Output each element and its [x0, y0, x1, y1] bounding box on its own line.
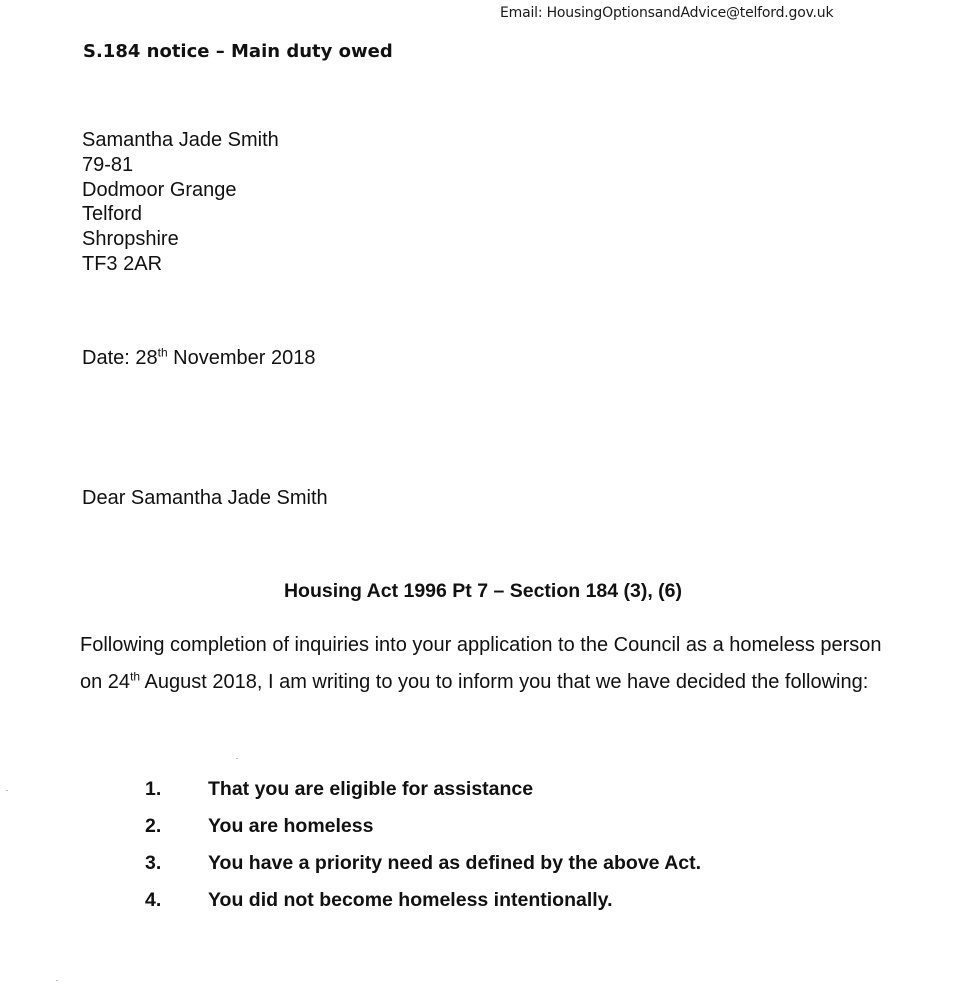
address-town: Telford: [82, 203, 143, 226]
decision-number: 2.: [145, 815, 162, 837]
address-county: Shropshire: [82, 228, 179, 251]
scan-speck: [6, 790, 8, 791]
address-name: Samantha Jade Smith: [82, 129, 279, 151]
decision-number: 4.: [145, 889, 162, 911]
recipient-address: [82, 128, 279, 277]
salutation: Dear Samantha Jade Smith: [82, 487, 328, 509]
address-postcode: TF3 2AR: [82, 252, 163, 275]
notice-title: S.184 notice – Main duty owed: [83, 41, 393, 62]
decision-item: [145, 889, 701, 926]
decision-text: You are homeless: [208, 815, 374, 837]
decision-text: You have a priority need as defined by the above Act.: [208, 852, 702, 874]
date-ordinal-suffix: th: [157, 345, 168, 360]
body-text-part2: August 2018, I am writing to you to inform you that we have decided the following:: [140, 670, 869, 693]
decision-list: [145, 778, 701, 926]
section-heading: Housing Act 1996 Pt 7 – Section 184 (3), (6): [283, 580, 683, 602]
decision-text: You did not become homeless intentionally.: [208, 889, 613, 911]
decision-text: That you are eligible for assistance: [208, 778, 534, 800]
address-line: 79-81: [82, 153, 134, 176]
decision-item: [145, 852, 701, 889]
scan-speck: [236, 758, 238, 759]
date-rest: November 2018: [167, 347, 316, 369]
body-paragraph: [80, 627, 900, 700]
address-line: Dodmoor Grange: [82, 178, 237, 201]
scan-speck: [56, 980, 58, 981]
body-ordinal-suffix: th: [130, 668, 141, 683]
email-contact-line: Email: HousingOptionsandAdvice@telford.gov.uk: [500, 5, 834, 21]
decision-item: [145, 778, 701, 815]
body-text-part1: Following completion of inquiries into your application to the Council as a homeless person on 24: [80, 634, 882, 693]
decision-item: [145, 815, 701, 852]
decision-number: 3.: [145, 852, 162, 874]
date-prefix: Date: 28: [82, 347, 158, 369]
decision-number: 1.: [145, 778, 162, 800]
letter-date: [82, 347, 316, 370]
